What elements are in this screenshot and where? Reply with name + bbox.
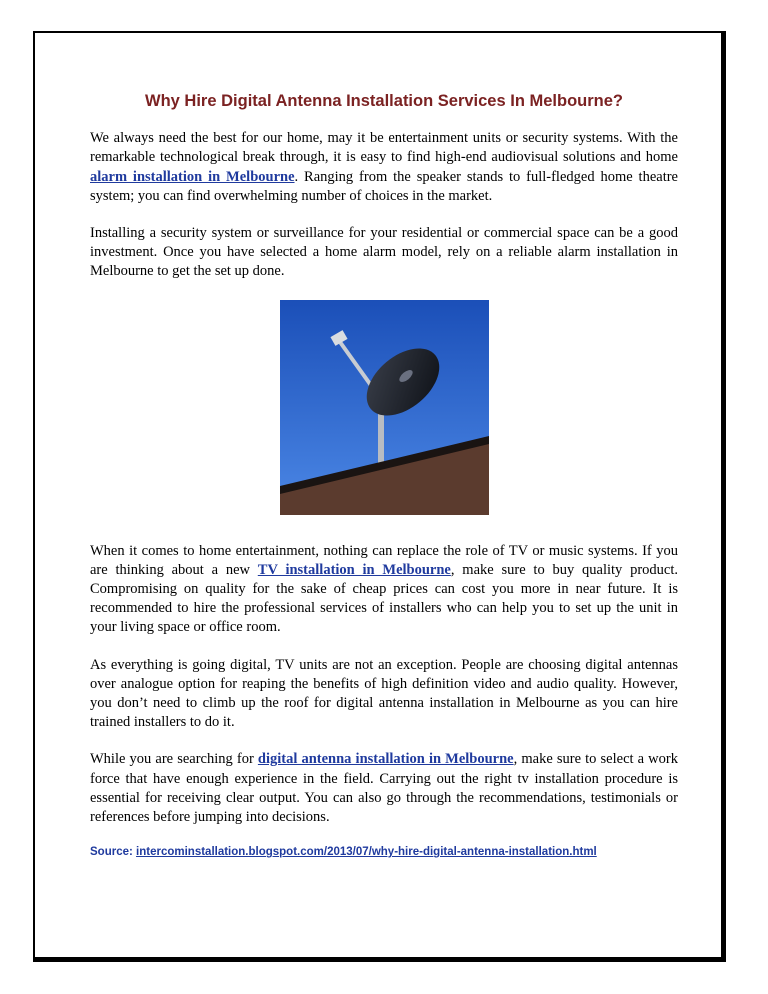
p3-text-end: , make sure to buy quality product. Compromising on quality for the sake of cheap prices can cost you more in near future. It is recommended to hire the professional services of installers who can help you to set up the unit in your living space or office room. [90, 561, 678, 636]
p1-text-start: We always need the best for our home, may it be entertainment units or security systems. With the remarkable technological break through, it is easy to find high-end audiovisual solutions and home [90, 130, 678, 166]
paragraph-2: Installing a security system or surveillance for your residential or commercial space can be a good investment. Once you have selected a home alarm model, rely on a reliable alarm installation in Melbourne to get the set up done. [90, 225, 678, 280]
alarm-installation-link[interactable]: alarm installation in Melbourne [90, 168, 295, 185]
p5-text-start: While you are searching for [90, 751, 258, 768]
document-title: Why Hire Digital Antenna Installation Services In Melbourne? [145, 92, 623, 110]
p3-text-start: When it comes to home entertainment, nothing can replace the role of TV or music systems. If you are thinking about a new [90, 542, 678, 578]
p1-text-end: . Ranging from the speaker stands to full-fledged home theatre system; you can find overwhelming number of choices in the market. [90, 168, 678, 204]
source-line [90, 843, 678, 862]
satellite-dish-photo [280, 300, 489, 515]
paragraph-3 [90, 542, 678, 638]
p5-text-end: , make sure to select a work force that have enough experience in the field. Carrying out the right tv installation procedure is essential for receiving clear output. You can also go through the recommendations, testimonials or references before jumping into decisions. [90, 751, 678, 826]
digital-antenna-installation-link[interactable]: digital antenna installation in Melbourne [257, 751, 514, 768]
source-label: Source: [90, 846, 133, 859]
paragraph-4: As everything is going digital, TV units are not an exception. People are choosing digital antennas over analogue option for reaping the benefits of high definition video and audio quality. However, you don’t need to climb up the roof for digital antenna installation in Melbourne as you can hire trained installers to do it. [90, 656, 678, 731]
tv-installation-link[interactable]: TV installation in Melbourne [257, 561, 451, 578]
source-url-link[interactable]: intercominstallation.blogspot.com/2013/07/why-hire-digital-antenna-installation.html [136, 846, 597, 859]
document-body [90, 92, 678, 862]
paragraph-5 [90, 750, 678, 827]
paragraph-1 [90, 129, 678, 206]
